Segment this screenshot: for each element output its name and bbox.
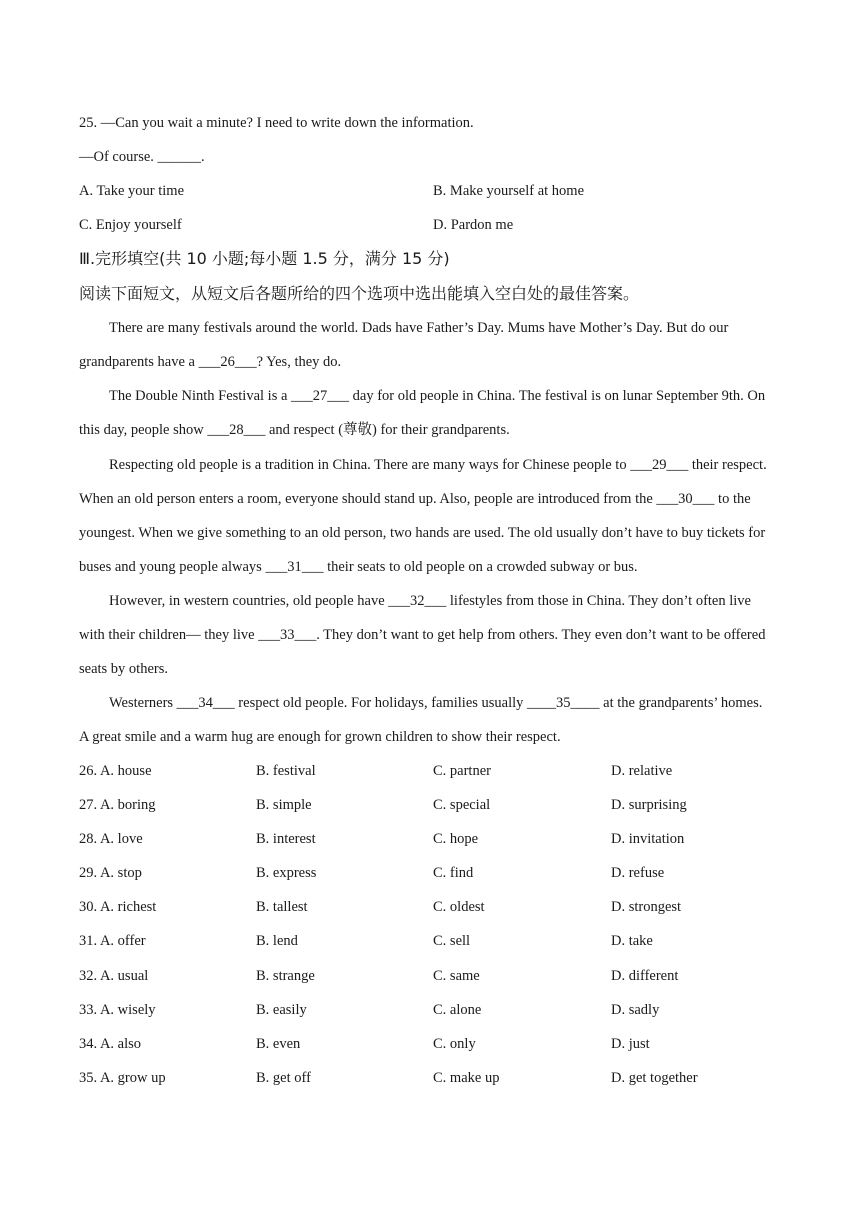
choice-a: 26. A. house	[79, 763, 152, 779]
passage-line: Westerners ___34___ respect old people. For holidays, families usually ____35____ at the grandparents’ homes.	[109, 695, 763, 711]
choice-d: D. sadly	[611, 1002, 660, 1018]
choice-c: C. oldest	[433, 899, 485, 915]
choice-b: B. lend	[256, 933, 298, 949]
choice-d: D. refuse	[611, 865, 665, 881]
passage-line: youngest. When we give something to an old person, two hands are used. The old usually don’t have to buy tickets for	[79, 525, 766, 541]
choice-a: 34. A. also	[79, 1036, 142, 1052]
q25-option-b: B. Make yourself at home	[433, 183, 585, 199]
passage-line: There are many festivals around the world. Dads have Father’s Day. Mums have Mother’s Day. But do our	[109, 320, 729, 336]
choice-d: D. different	[611, 968, 679, 984]
passage-line: grandparents have a ___26___? Yes, they do.	[79, 354, 342, 370]
section-heading: Ⅲ.完形填空(共 10 小题;每小题 1.5 分，满分 15 分)	[79, 249, 450, 268]
choice-c: C. same	[433, 968, 480, 984]
choice-a: 32. A. usual	[79, 968, 149, 984]
choice-c: C. hope	[433, 831, 479, 847]
q25-option-a: A. Take your time	[79, 183, 185, 199]
choice-d: D. strongest	[611, 899, 682, 915]
section-instruction: 阅读下面短文，从短文后各题所给的四个选项中选出能填入空白处的最佳答案。	[79, 284, 640, 303]
choice-c: C. sell	[433, 933, 471, 949]
passage-line: buses and young people always ___31___ their seats to old people on a crowded subway or bus.	[79, 559, 638, 575]
choice-d: D. get together	[611, 1070, 698, 1086]
q25-stem: 25. —Can you wait a minute? I need to write down the information.	[79, 115, 474, 131]
choice-b: B. festival	[256, 763, 316, 779]
choice-c: C. only	[433, 1036, 476, 1052]
choice-a: 33. A. wisely	[79, 1002, 156, 1018]
choice-b: B. tallest	[256, 899, 308, 915]
q25-reply: —Of course. ______.	[79, 149, 205, 165]
choice-a: 28. A. love	[79, 831, 143, 847]
choice-d: D. just	[611, 1036, 650, 1052]
choice-a: 29. A. stop	[79, 865, 142, 881]
choice-c: C. find	[433, 865, 474, 881]
choice-b: B. express	[256, 865, 317, 881]
choice-b: B. interest	[256, 831, 316, 847]
q25-option-c: C. Enjoy yourself	[79, 217, 182, 233]
choice-b: B. even	[256, 1036, 301, 1052]
passage-line: with their children— they live ___33___. They don’t want to get help from others. They even don’t want to be offered	[79, 627, 766, 643]
passage-line: The Double Ninth Festival is a ___27___ day for old people in China. The festival is on lunar September 9th. On	[109, 388, 766, 404]
q25-option-d: D. Pardon me	[433, 217, 514, 233]
choice-c: C. partner	[433, 763, 491, 779]
choice-a: 27. A. boring	[79, 797, 156, 813]
choice-d: D. relative	[611, 763, 673, 779]
passage-line: However, in western countries, old people have ___32___ lifestyles from those in China. They don’t often live	[109, 593, 751, 609]
passage-line: A great smile and a warm hug are enough for grown children to show their respect.	[79, 729, 561, 745]
choice-c: C. make up	[433, 1070, 500, 1086]
choice-c: C. special	[433, 797, 491, 813]
choice-b: B. easily	[256, 1002, 307, 1018]
choice-b: B. get off	[256, 1070, 311, 1086]
choice-b: B. simple	[256, 797, 312, 813]
passage-line: this day, people show ___28___ and respect (尊敬) for their grandparents.	[79, 422, 510, 438]
passage-line: Respecting old people is a tradition in China. There are many ways for Chinese people to ___29___ their respect.	[109, 457, 767, 473]
choice-c: C. alone	[433, 1002, 482, 1018]
choice-a: 35. A. grow up	[79, 1070, 166, 1086]
passage-line: When an old person enters a room, everyone should stand up. Also, people are introduced from the ___30___ to the	[79, 491, 751, 507]
passage-line: seats by others.	[79, 661, 168, 677]
choice-a: 30. A. richest	[79, 899, 157, 915]
choice-d: D. invitation	[611, 831, 685, 847]
choice-d: D. surprising	[611, 797, 687, 813]
choice-b: B. strange	[256, 968, 315, 984]
choice-a: 31. A. offer	[79, 933, 146, 949]
choice-d: D. take	[611, 933, 653, 949]
